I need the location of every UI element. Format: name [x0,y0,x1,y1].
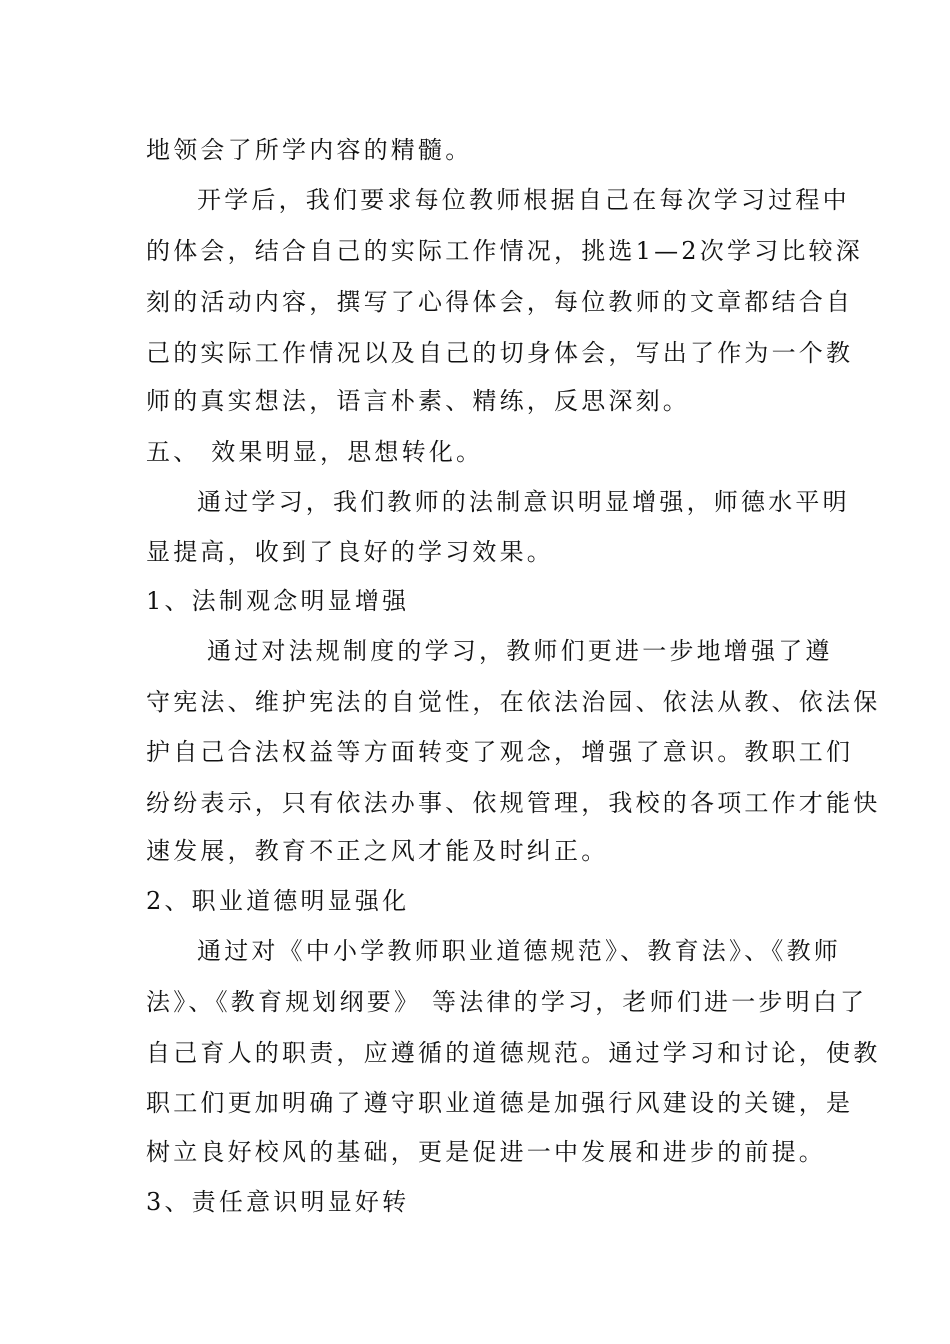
text-line: 的体会，结合自己的实际工作情况，挑选1—2次学习比较深 [146,237,863,265]
text-line: 守宪法、维护宪法的自觉性，在依法治园、依法从教、依法保 [146,688,881,716]
subheading: 1、法制观念明显增强 [146,587,410,615]
paragraph-start: 开学后，我们要求每位教师根据自己在每次学习过程中 [197,186,850,214]
text-line: 树立良好校风的基础，更是促进一中发展和进步的前提。 [146,1138,826,1166]
text-line: 师的真实想法，语言朴素、精练，反思深刻。 [146,387,690,415]
paragraph-start: 通过对《中小学教师职业道德规范》、教育法》、《教师 [197,937,841,965]
text-line: 职工们更加明确了遵守职业道德是加强行风建设的关键，是 [146,1089,854,1117]
text-line: 护自己合法权益等方面转变了观念，增强了意识。教职工们 [146,738,854,766]
text-line: 地领会了所学内容的精髓。 [146,136,473,164]
paragraph-start: 通过对法规制度的学习，教师们更进一步地增强了遵 [207,637,833,665]
text-line: 刻的活动内容，撰写了心得体会，每位教师的文章都结合自 [146,288,854,316]
text-line: 显提高，收到了良好的学习效果。 [146,538,554,566]
subheading: 2、职业道德明显强化 [146,887,410,915]
section-heading: 五、 效果明显，思想转化。 [146,438,484,466]
text-line: 己的实际工作情况以及自己的切身体会，写出了作为一个教 [146,339,854,367]
text-line: 法》、《教育规划纲要》 等法律的学习，老师们进一步明白了 [146,988,868,1016]
paragraph-start: 通过学习，我们教师的法制意识明显增强，师德水平明 [197,488,850,516]
text-line: 纷纷表示，只有依法办事、依规管理，我校的各项工作才能快 [146,789,881,817]
text-line: 自己育人的职责，应遵循的道德规范。通过学习和讨论，使教 [146,1039,881,1067]
text-line: 速发展，教育不正之风才能及时纠正。 [146,837,609,865]
subheading: 3、责任意识明显好转 [146,1188,410,1216]
